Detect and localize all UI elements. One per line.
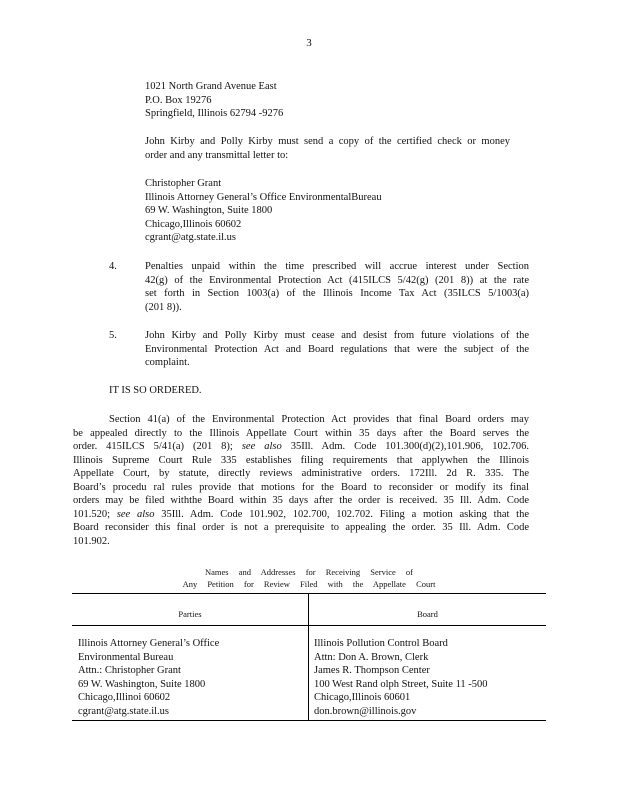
- paragraph-line: set forth in Section 1003(a) of the Illinois Income Tax Act (35ILCS 5/1003(a): [145, 288, 529, 299]
- address-line: 1021 North Grand Avenue East: [145, 81, 277, 92]
- address-line: James R. Thompson Center: [314, 665, 430, 676]
- table-cell-board: [314, 637, 488, 718]
- item-number-4: 4.: [109, 261, 117, 272]
- paragraph-line: order and any transmittal letter to:: [145, 149, 289, 161]
- appeal-rights-paragraph: [73, 413, 529, 548]
- paragraph-line: Board’s procedu ral rules provide that motions for the Board to reconsider or modify its final: [73, 481, 529, 493]
- paragraph-line: Section 41(a) of the Environmental Protection Act provides that final Board orders may: [109, 414, 529, 425]
- paragraph-line: [73, 508, 529, 522]
- address-line: Illinois Pollution Control Board: [314, 638, 448, 649]
- citation-text: 35Ill. Adm. Code 101.300(d)(2),101.906, 102.706.: [290, 441, 530, 452]
- address-line: don.brown@illinois.gov: [314, 705, 417, 717]
- address-block-attorney-general: [145, 177, 382, 245]
- paragraph-line: Illinois Supreme Court Rule 335 establishes filing requirements that applywhen the Illinois: [73, 454, 529, 466]
- paragraph-line: Penalties unpaid within the time prescribed will accrue interest under Section: [145, 261, 529, 272]
- address-line: Environmental Bureau: [78, 651, 174, 663]
- paragraph-line: orders may be filed withthe Board within 35 days after the order is received. 35 Ill. Adm. Code: [73, 495, 529, 506]
- address-line: Christopher Grant: [145, 178, 222, 189]
- paragraph-line: be appealed directly to the Illinois Appellate Court within 35 days after the Board serves the: [73, 427, 529, 439]
- so-ordered-text: IT IS SO ORDERED.: [109, 385, 202, 396]
- address-line: Illinois Attorney General’s Office EnvironmentalBureau: [145, 191, 382, 203]
- so-ordered-heading: [109, 384, 202, 398]
- see-also-signal: see also: [116, 508, 155, 520]
- paragraph-line: 101.902.: [73, 535, 110, 547]
- paragraph-line: [73, 440, 529, 454]
- table-header-parties: Parties: [178, 609, 202, 619]
- paragraph-line: Appellate Court, by statute, directly reviews administrative orders. 172Ill. 2d R. 335. The: [73, 468, 529, 479]
- paragraph-line: Board reconsider this final order is not a prerequisite to appealing the order. 35 Ill. Adm. Code: [73, 522, 529, 533]
- address-block-illinois-epa: [145, 80, 283, 121]
- citation-text: 101.520;: [73, 508, 111, 520]
- see-also-signal: see also: [241, 441, 282, 452]
- item-4-text: [145, 260, 529, 314]
- address-line: Springfield, Illinois 62794 -9276: [145, 108, 284, 119]
- paragraph-line: John Kirby and Polly Kirby must cease and desist from future violations of the: [145, 330, 529, 341]
- address-line: Illinois Attorney General’s Office: [78, 638, 220, 649]
- table-top-border: [72, 593, 546, 594]
- address-line: 69 W. Washington, Suite 1800: [145, 205, 273, 216]
- address-line: Attn.: Christopher Grant: [78, 665, 181, 676]
- citation-text: order. 415ILCS 5/41(a) (201 8);: [73, 441, 233, 452]
- paragraph-line: (201 8)).: [145, 301, 182, 313]
- address-line: Attn: Don A. Brown, Clerk: [314, 651, 429, 663]
- caption-line: Names and Addresses for Receiving Service of: [204, 567, 414, 577]
- item-5-text: [145, 329, 529, 370]
- address-line: Chicago,Illinois 60601: [314, 692, 411, 703]
- paragraph-line: complaint.: [145, 357, 190, 368]
- address-line: cgrant@atg.state.il.us: [78, 705, 170, 717]
- address-line: Chicago,Illinois 60602: [145, 218, 242, 230]
- table-header-border: [72, 625, 546, 626]
- caption-line: Any Petition for Review Filed with the Appellate Court: [182, 579, 436, 589]
- table-bottom-border: [72, 720, 546, 721]
- address-line: cgrant@atg.state.il.us: [145, 232, 237, 243]
- transmittal-instruction: [145, 135, 510, 162]
- citation-text: 35Ill. Adm. Code 101.902, 102.700, 102.702. Filing a motion asking that the: [161, 508, 530, 520]
- address-line: 69 W. Washington, Suite 1800: [78, 678, 206, 690]
- paragraph-line: John Kirby and Polly Kirby must send a copy of the certified check or money: [145, 136, 510, 147]
- page-number: 3: [306, 37, 312, 49]
- table-cell-parties: [78, 637, 219, 718]
- service-table-caption: [72, 566, 546, 590]
- paragraph-line: Environmental Protection Act and Board regulations that were the subject of the: [145, 343, 529, 355]
- item-number-5: 5.: [109, 330, 117, 341]
- paragraph-line: 42(g) of the Environmental Protection Act (415ILCS 5/42(g) (201 8)) at the rate: [145, 274, 529, 286]
- address-line: P.O. Box 19276: [145, 94, 212, 106]
- address-line: 100 West Rand olph Street, Suite 11 -500: [314, 678, 488, 690]
- table-header-board: Board: [417, 609, 438, 619]
- address-line: Chicago,Illinoi 60602: [78, 692, 171, 703]
